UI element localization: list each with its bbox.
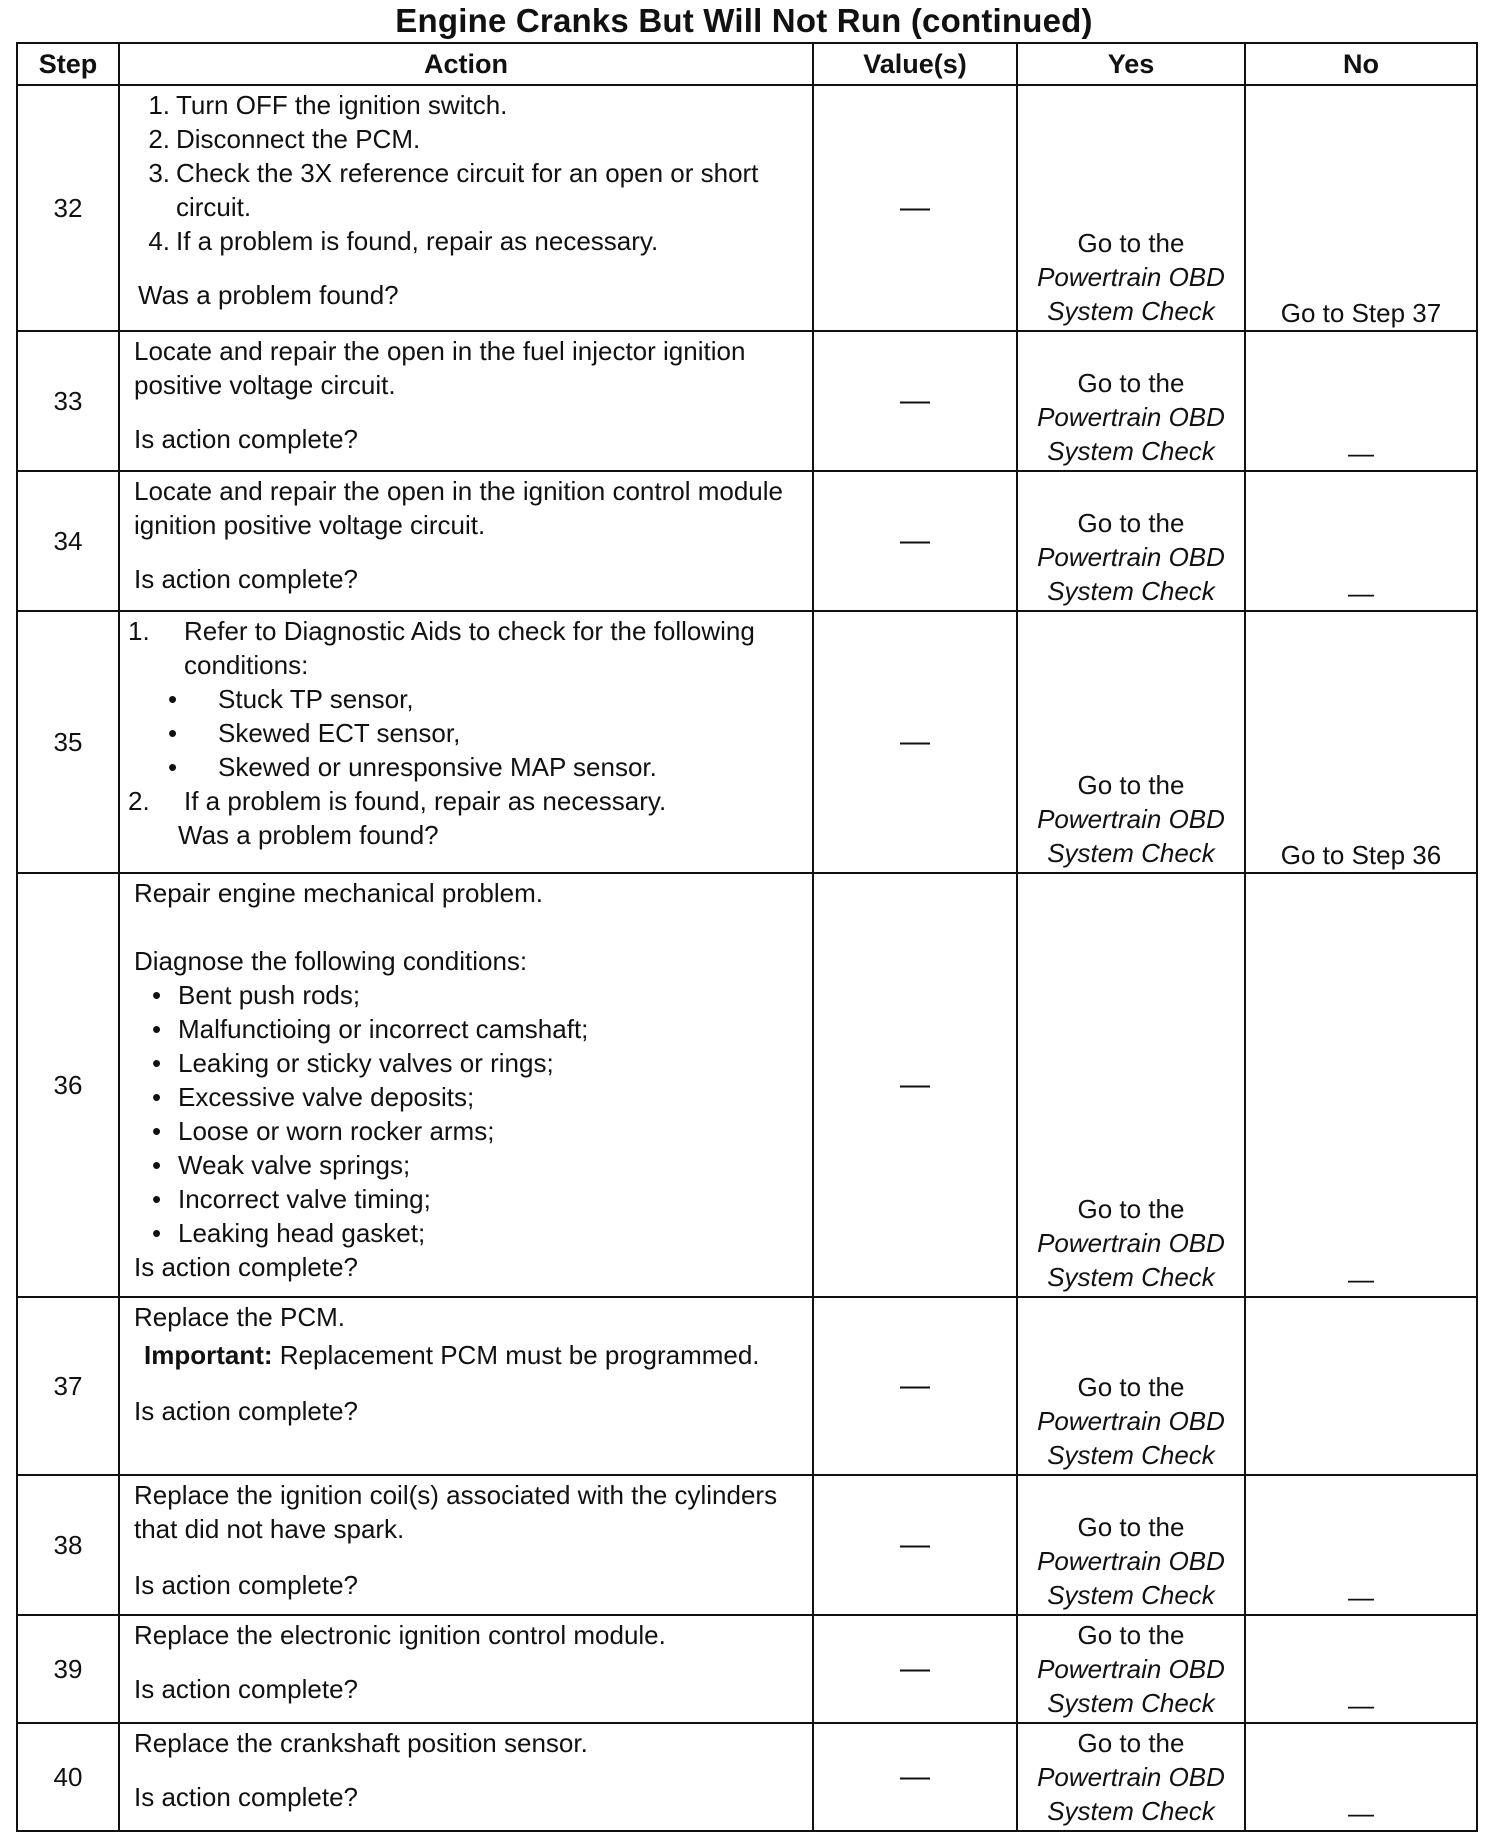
no-text: —: [1348, 578, 1374, 608]
bullet-item: Incorrect valve timing;: [178, 1184, 431, 1214]
bullet-icon: •: [152, 1218, 162, 1248]
no-cell: [1245, 1723, 1477, 1831]
action-intro: Diagnose the following conditions:: [134, 946, 528, 976]
no-cell: [1245, 873, 1477, 1297]
yes-link: System Check: [1047, 1688, 1215, 1718]
yes-line: Go to the: [1077, 368, 1185, 398]
action-question: Is action complete?: [134, 1396, 359, 1426]
action-question: Was a problem found?: [138, 280, 399, 310]
bullet-item: Weak valve springs;: [178, 1150, 411, 1180]
action-question: Is action complete?: [134, 564, 359, 594]
bullet-item: Excessive valve deposits;: [178, 1082, 475, 1112]
action-cell: [119, 471, 813, 611]
bullet-icon: •: [152, 1082, 162, 1112]
table-row: [17, 85, 1477, 331]
value-cell: —: [813, 85, 1017, 331]
yes-line: Go to the: [1077, 1620, 1185, 1650]
bullet-icon: •: [152, 1150, 162, 1180]
bullet-icon: •: [168, 684, 178, 714]
bullet-icon: •: [152, 980, 162, 1010]
value-cell: —: [813, 1723, 1017, 1831]
table-row: [17, 1723, 1477, 1831]
value-cell: —: [813, 873, 1017, 1297]
yes-link: System Check: [1047, 576, 1215, 606]
header-no: No: [1245, 43, 1477, 85]
no-cell: [1245, 1297, 1477, 1475]
list-number: 1.: [128, 616, 150, 646]
action-text: Locate and repair the open in the ignition control module ignition positive voltage circuit.: [134, 476, 783, 540]
diagnostic-table: [16, 42, 1478, 1832]
no-text: —: [1348, 1798, 1374, 1828]
important-label: Important:: [144, 1340, 273, 1370]
table-row: [17, 611, 1477, 873]
yes-link: System Check: [1047, 1440, 1215, 1470]
value-cell: —: [813, 611, 1017, 873]
step-number: 38: [17, 1475, 119, 1615]
value-cell: —: [813, 1475, 1017, 1615]
bullet-item: Stuck TP sensor,: [218, 684, 414, 714]
bullet-icon: •: [168, 752, 178, 782]
action-question: Is action complete?: [134, 1252, 359, 1282]
list-item: If a problem is found, repair as necessary.: [184, 786, 667, 816]
action-cell: [119, 1615, 813, 1723]
yes-cell: [1017, 471, 1245, 611]
list-number: 2.: [128, 786, 150, 816]
yes-link: System Check: [1047, 296, 1215, 326]
yes-cell: [1017, 1615, 1245, 1723]
step-number: 37: [17, 1297, 119, 1475]
no-cell: [1245, 1615, 1477, 1723]
value-cell: —: [813, 1615, 1017, 1723]
header-values: Value(s): [813, 43, 1017, 85]
action-cell: [119, 1723, 813, 1831]
page-title: Engine Cranks But Will Not Run (continued): [395, 2, 1093, 39]
no-cell: [1245, 471, 1477, 611]
value-cell: —: [813, 471, 1017, 611]
bullet-item: Skewed ECT sensor,: [218, 718, 461, 748]
action-cell: [119, 1297, 813, 1475]
bullet-icon: •: [152, 1014, 162, 1044]
step-number: 36: [17, 873, 119, 1297]
action-cell: [119, 611, 813, 873]
no-cell: [1245, 85, 1477, 331]
yes-line: Go to the: [1077, 1194, 1185, 1224]
yes-link: System Check: [1047, 1580, 1215, 1610]
bullet-icon: •: [152, 1184, 162, 1214]
no-cell: [1245, 331, 1477, 471]
action-question: Is action complete?: [134, 1570, 359, 1600]
no-text: —: [1348, 1690, 1374, 1720]
value-cell: —: [813, 1297, 1017, 1475]
step-number: 40: [17, 1723, 119, 1831]
table-row: [17, 471, 1477, 611]
yes-cell: [1017, 85, 1245, 331]
yes-link: Powertrain OBD: [1037, 542, 1225, 572]
table-row: [17, 331, 1477, 471]
yes-line: Go to the: [1077, 508, 1185, 538]
important-text: Replacement PCM must be programmed.: [279, 1340, 760, 1370]
no-text: —: [1348, 1582, 1374, 1612]
bullet-icon: •: [168, 718, 178, 748]
table-row: [17, 1297, 1477, 1475]
action-cell: [119, 85, 813, 331]
action-question: Is action complete?: [134, 1674, 359, 1704]
table-row: [17, 1615, 1477, 1723]
action-text: Replace the PCM.: [134, 1302, 345, 1332]
list-item: Check the 3X reference circuit for an open or short circuit.: [176, 158, 759, 222]
list-number: 1.: [148, 90, 170, 120]
bullet-icon: •: [152, 1116, 162, 1146]
bullet-item: Bent push rods;: [178, 980, 361, 1010]
action-text: Replace the crankshaft position sensor.: [134, 1728, 588, 1758]
yes-cell: [1017, 611, 1245, 873]
bullet-item: Malfunctioing or incorrect camshaft;: [178, 1014, 589, 1044]
header-action: Action: [119, 43, 813, 85]
table-row: [17, 1475, 1477, 1615]
yes-cell: [1017, 1723, 1245, 1831]
bullet-item: Loose or worn rocker arms;: [178, 1116, 495, 1146]
no-text: Go to Step 36: [1280, 840, 1442, 870]
yes-link: Powertrain OBD: [1037, 1762, 1225, 1792]
list-item: Disconnect the PCM.: [176, 124, 421, 154]
no-cell: [1245, 1475, 1477, 1615]
yes-line: Go to the: [1077, 228, 1185, 258]
list-number: 3.: [148, 158, 170, 188]
table-row: [17, 873, 1477, 1297]
action-cell: [119, 1475, 813, 1615]
yes-line: Go to the: [1077, 1512, 1185, 1542]
yes-link: System Check: [1047, 838, 1215, 868]
yes-link: System Check: [1047, 436, 1215, 466]
bullet-item: Skewed or unresponsive MAP sensor.: [218, 752, 657, 782]
yes-link: Powertrain OBD: [1037, 262, 1225, 292]
action-question: Is action complete?: [134, 424, 359, 454]
list-item: Refer to Diagnostic Aids to check for the following conditions:: [184, 616, 755, 680]
yes-cell: [1017, 1297, 1245, 1475]
list-number: 2.: [148, 124, 170, 154]
action-text: Repair engine mechanical problem.: [134, 878, 544, 908]
header-step: Step: [17, 43, 119, 85]
table-header-row: [17, 43, 1477, 85]
step-number: 35: [17, 611, 119, 873]
step-number: 32: [17, 85, 119, 331]
bullet-item: Leaking or sticky valves or rings;: [178, 1048, 554, 1078]
action-question: Is action complete?: [134, 1782, 359, 1812]
yes-link: Powertrain OBD: [1037, 1228, 1225, 1258]
list-item: Turn OFF the ignition switch.: [176, 90, 508, 120]
no-cell: [1245, 611, 1477, 873]
yes-link: Powertrain OBD: [1037, 402, 1225, 432]
yes-link: Powertrain OBD: [1037, 1654, 1225, 1684]
action-question: Was a problem found?: [178, 820, 439, 850]
list-number: 4.: [148, 226, 170, 256]
bullet-icon: •: [152, 1048, 162, 1078]
yes-cell: [1017, 873, 1245, 1297]
action-cell: [119, 873, 813, 1297]
value-cell: —: [813, 331, 1017, 471]
header-yes: Yes: [1017, 43, 1245, 85]
yes-line: Go to the: [1077, 770, 1185, 800]
yes-link: System Check: [1047, 1262, 1215, 1292]
action-text: Locate and repair the open in the fuel injector ignition positive voltage circuit.: [134, 336, 746, 400]
step-number: 39: [17, 1615, 119, 1723]
yes-link: System Check: [1047, 1796, 1215, 1826]
step-number: 33: [17, 331, 119, 471]
yes-line: Go to the: [1077, 1728, 1185, 1758]
yes-link: Powertrain OBD: [1037, 1546, 1225, 1576]
yes-line: Go to the: [1077, 1372, 1185, 1402]
no-text: —: [1348, 438, 1374, 468]
yes-cell: [1017, 1475, 1245, 1615]
no-text: Go to Step 37: [1280, 298, 1442, 328]
action-cell: [119, 331, 813, 471]
no-text: —: [1348, 1264, 1374, 1294]
action-text: Replace the ignition coil(s) associated with the cylinders that did not have spark.: [134, 1480, 778, 1544]
yes-link: Powertrain OBD: [1037, 804, 1225, 834]
list-item: If a problem is found, repair as necessary.: [176, 226, 659, 256]
action-text: Replace the electronic ignition control module.: [134, 1620, 666, 1650]
yes-link: Powertrain OBD: [1037, 1406, 1225, 1436]
step-number: 34: [17, 471, 119, 611]
bullet-item: Leaking head gasket;: [178, 1218, 426, 1248]
yes-cell: [1017, 331, 1245, 471]
